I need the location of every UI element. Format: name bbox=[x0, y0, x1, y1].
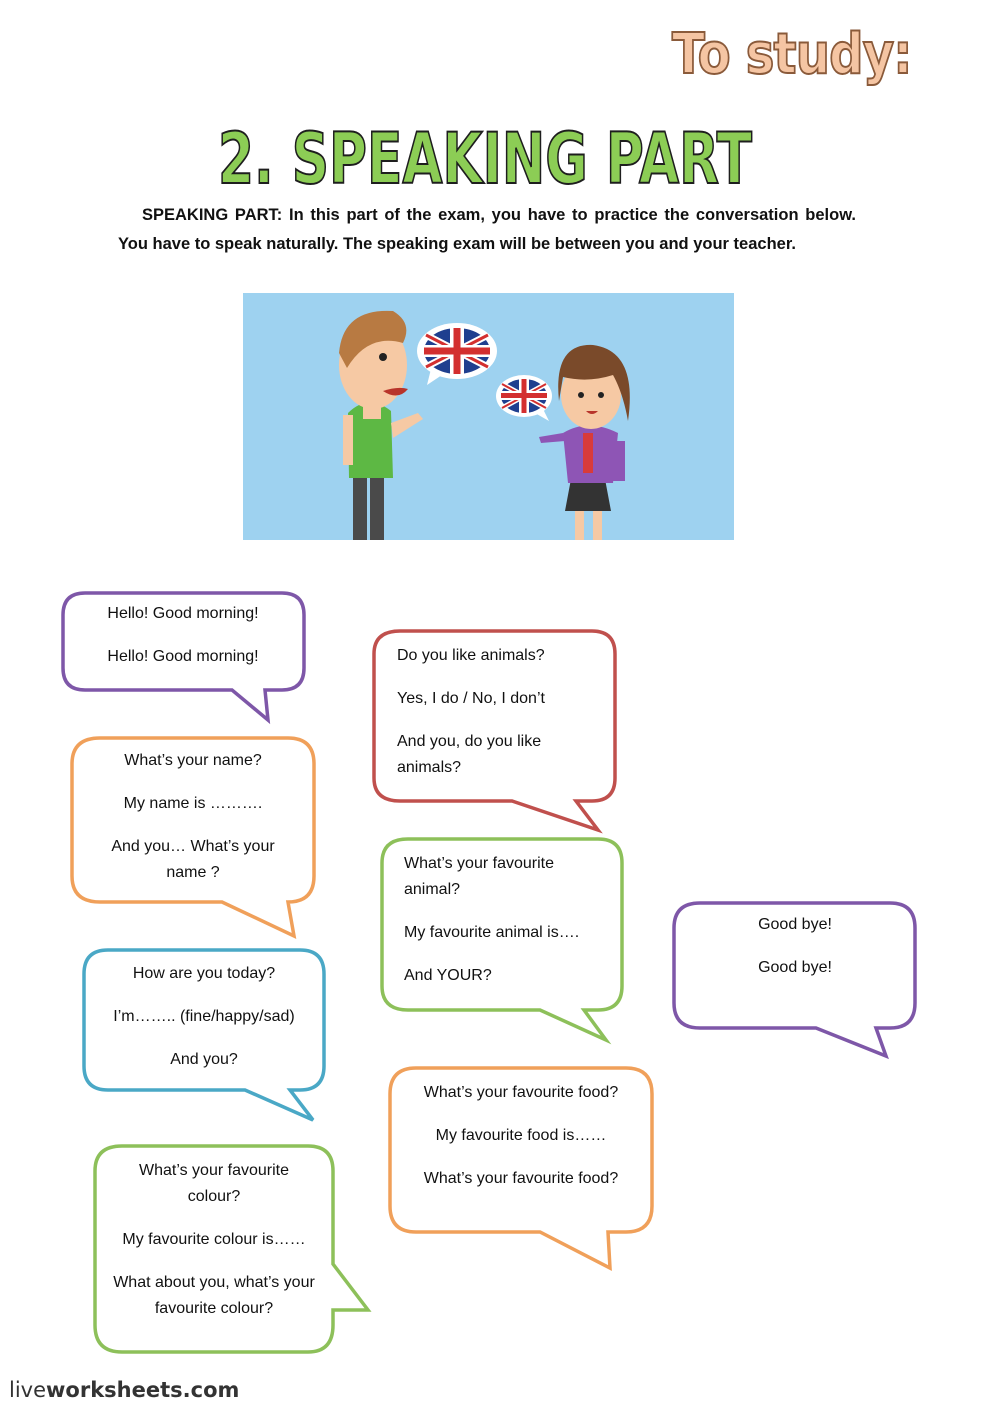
bubble-line: And you… What’s your name ? bbox=[111, 838, 275, 881]
liveworksheets-logo[interactable] bbox=[9, 1378, 239, 1402]
bubble-line: What’s your favourite food? bbox=[423, 1170, 619, 1187]
brand-light: live bbox=[9, 1378, 47, 1402]
bubble-line: What about you, what’s your favourite colour? bbox=[113, 1274, 315, 1317]
bubble-line: Hello! Good morning! bbox=[107, 648, 259, 665]
bubble-line: Hello! Good morning! bbox=[107, 605, 259, 622]
bubble-line: My name is ………. bbox=[123, 795, 263, 812]
bubble-line: Good bye! bbox=[758, 959, 832, 976]
bubble-line: And you, do you like animals? bbox=[397, 733, 542, 776]
two-people-talking-uk-flag-icon bbox=[243, 293, 734, 540]
bubble-goodbye-text bbox=[690, 912, 900, 981]
bubble-line: Do you like animals? bbox=[397, 647, 545, 664]
bubble-how-are-you-text bbox=[92, 961, 316, 1073]
bubble-line: My favourite food is…… bbox=[435, 1127, 607, 1144]
bubble-animals-text bbox=[397, 643, 597, 781]
bubble-line: What’s your favourite animal? bbox=[404, 855, 554, 898]
page-title: 2. SPEAKING PART bbox=[218, 118, 753, 200]
bubble-line: What’s your favourite colour? bbox=[139, 1162, 289, 1205]
bubble-food-text bbox=[404, 1080, 638, 1192]
bubble-line: How are you today? bbox=[132, 965, 276, 982]
bubble-line: And you? bbox=[170, 1051, 238, 1068]
bubble-line: And YOUR? bbox=[404, 967, 492, 984]
brand-bold: worksheets.com bbox=[46, 1378, 240, 1402]
bubble-name-text bbox=[86, 748, 300, 886]
bubble-fav-animal-text bbox=[404, 851, 600, 989]
bubble-line: What’s your name? bbox=[124, 752, 262, 769]
bubble-line: My favourite colour is…… bbox=[122, 1231, 306, 1248]
bubble-line: I’m…….. (fine/happy/sad) bbox=[113, 1008, 295, 1025]
bubble-greeting-text bbox=[68, 601, 298, 670]
bubble-line: What’s your favourite food? bbox=[423, 1084, 619, 1101]
bubble-line: Good bye! bbox=[758, 916, 832, 933]
bubble-line: Yes, I do / No, I don’t bbox=[397, 690, 545, 707]
intro-paragraph: SPEAKING PART: In this part of the exam, you have to practice the conversation below. You have to speak naturally. The speaking exam will be between you and your teacher. bbox=[118, 206, 856, 253]
bubble-line: My favourite animal is…. bbox=[404, 924, 580, 941]
to-study-heading: To study: bbox=[672, 22, 912, 87]
bubble-colour-text bbox=[112, 1158, 316, 1322]
